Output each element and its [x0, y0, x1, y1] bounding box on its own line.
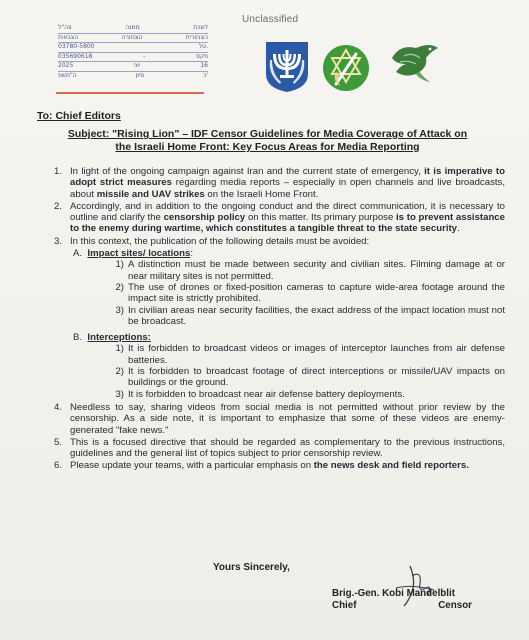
- section-title: Impact sites/ locations: [87, 248, 191, 260]
- section-a-item: [40, 259, 505, 282]
- section-b-heading: [40, 332, 505, 343]
- item-text: It is forbidden to broadcast videos or images of interceptor launches from air defense batteries.: [128, 343, 505, 366]
- subject-line-1: Subject: "Rising Lion" – IDF Censor Guidelines for Media Coverage of Attack on: [67, 128, 468, 140]
- item-text: The use of drones or fixed-position cameras to capture wide-area footage around the impact site is strictly prohibited.: [128, 281, 505, 305]
- text-run: on this matter. Its primary purpose: [245, 212, 397, 224]
- letterhead-cell: כ': [203, 71, 208, 79]
- paragraph-text: [70, 201, 505, 235]
- section-a-item: [40, 305, 505, 328]
- bold-run: it is imperative to adopt strict measures: [70, 166, 505, 189]
- letterhead-cell: יוני: [133, 62, 141, 70]
- item-number: 3): [115, 304, 124, 316]
- letterhead-row: [58, 43, 208, 53]
- letterhead-row: [58, 34, 208, 44]
- bold-run: missile and UAV strikes: [96, 188, 205, 200]
- paragraph-1: [40, 166, 505, 200]
- subject-line-2: the Israeli Home Front: Key Focus Areas for Media Reporting: [115, 141, 420, 153]
- signatory-name: Brig.-Gen. Kobi Mandelblit: [332, 588, 456, 599]
- section-label: A.: [73, 248, 83, 260]
- paragraph-6: [40, 460, 505, 471]
- letterhead-rule: [56, 92, 204, 94]
- letterhead-row: [58, 72, 208, 81]
- item-text: It is forbidden to broadcast footage of direct interceptions or missile/UAV impacts on buildings or the ground.: [128, 366, 505, 389]
- israel-emblem-icon: [262, 40, 312, 94]
- paragraph-number: 1.: [53, 166, 62, 177]
- letterhead-table: [58, 24, 208, 81]
- paragraph-number: 6.: [53, 460, 62, 472]
- paragraph-text: Needless to say, sharing videos from social media is not permitted without prior review by the censorship. As a side note, it is important to emphasize that some of these videos are enemy-generated "fake news.": [70, 401, 505, 436]
- letterhead-row: [58, 62, 208, 72]
- paragraph-2: [40, 201, 505, 235]
- subject-heading: [40, 128, 495, 154]
- letterhead-cell: 16: [200, 62, 208, 70]
- letterhead-cell: הצנזורה: [121, 33, 143, 41]
- signatory-title: [332, 600, 472, 611]
- item-text: It is forbidden to broadcast near air defense battery deployments.: [128, 388, 405, 400]
- letterhead-cell: ה"תשפ: [58, 71, 77, 79]
- letterhead-cell: פקס: [196, 52, 208, 60]
- bold-run: is to prevent assistance to the enemy during wartime, which constitutes a tangible threat to the state security: [70, 212, 505, 235]
- section-a-heading: [40, 248, 505, 259]
- section-b-item: [40, 366, 505, 389]
- bold-run: censorship policy: [163, 212, 246, 224]
- signatory-title-left: Chief: [332, 600, 357, 611]
- paragraph-number: 5.: [53, 436, 62, 448]
- item-number: 3): [115, 388, 124, 400]
- item-text: In civilian areas near security facilities, the exact address of the impact location must not be broadcast.: [128, 304, 505, 327]
- letter-body: [40, 166, 505, 473]
- paragraph-text: [70, 166, 505, 200]
- censor-dove-icon: [386, 38, 442, 86]
- addressee-line: To: Chief Editors: [37, 110, 121, 122]
- section-label: B.: [73, 332, 83, 344]
- signatory-title-right: Censor: [438, 600, 472, 611]
- letterhead-cell: 2025: [58, 62, 74, 70]
- text-run: .: [457, 223, 460, 235]
- section-colon: :: [190, 248, 193, 260]
- text-run: on the Israeli Home Front.: [204, 188, 319, 200]
- item-number: 1): [115, 259, 124, 271]
- paragraph-text: [70, 460, 505, 471]
- letterhead-cell: 035690618: [58, 52, 93, 60]
- letterhead-cell: -: [143, 52, 146, 60]
- paragraph-number: 2.: [53, 200, 62, 212]
- paragraph-4: [40, 402, 505, 436]
- text-run: Please update your teams, with a particular emphasis on: [70, 460, 314, 472]
- letterhead-row: [58, 53, 208, 63]
- letterhead-cell: הצנזורית: [185, 33, 208, 41]
- letterhead-cell: ממנה: [125, 24, 140, 31]
- section-b-item: [40, 343, 505, 366]
- paragraph-3: [40, 236, 505, 247]
- section-title: Interceptions:: [87, 332, 151, 344]
- text-run: Accordingly, and in addition to the ongoing conduct and the direct communication, it is necessary to outline and clarify the: [70, 200, 505, 224]
- idf-emblem-icon: [322, 44, 370, 92]
- section-b-item: [40, 389, 505, 400]
- letterhead-cell: לשכת: [193, 24, 208, 31]
- letterhead-cell: טל.: [198, 43, 208, 51]
- paragraph-text: This is a focused directive that should be regarded as complementary to the previous instructions, guidelines and the general list of topics subject to prior censorship review.: [70, 436, 505, 460]
- item-number: 2): [115, 366, 124, 378]
- item-number: 1): [115, 343, 124, 355]
- letterhead-cell: הצבאית: [58, 33, 79, 41]
- section-a-item: [40, 282, 505, 305]
- paragraph-number: 4.: [53, 401, 62, 413]
- paragraph-number: 3.: [53, 235, 62, 247]
- classification-label: Unclassified: [242, 14, 299, 25]
- paragraph-text: In this context, the publication of the following details must be avoided:: [70, 235, 370, 247]
- letterhead-cell: צה"ל: [58, 24, 72, 31]
- paragraph-5: [40, 437, 505, 460]
- text-run: regarding media reports – especially in open channels and live broadcasts, about: [70, 177, 505, 200]
- letterhead-cell: 03780-5800: [58, 43, 95, 51]
- item-number: 2): [115, 281, 124, 293]
- letterhead-cell: סיון: [135, 71, 145, 79]
- text-run: In light of the ongoing campaign against Iran and the current state of emergency,: [70, 166, 425, 177]
- closing-salutation: Yours Sincerely,: [213, 562, 290, 573]
- letterhead-row: [58, 24, 208, 34]
- bold-run: the news desk and field reporters.: [313, 460, 469, 472]
- item-text: A distinction must be made between security and civilian sites. Filming damage at or near military sites is not permitted.: [128, 259, 505, 282]
